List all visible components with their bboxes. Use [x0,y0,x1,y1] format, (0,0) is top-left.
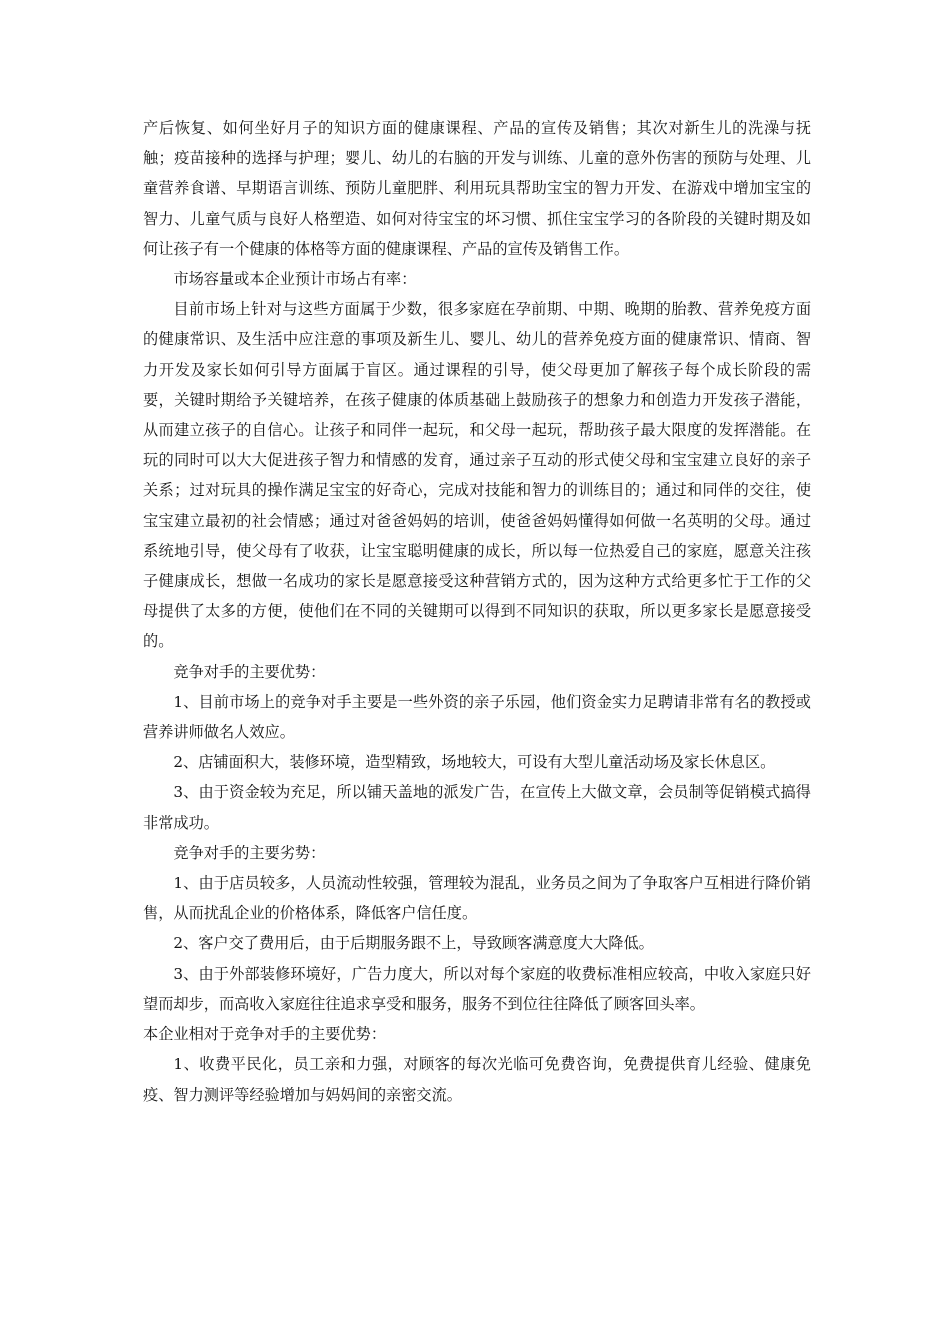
paragraph-13: 1、收费平民化，员工亲和力强，对顾客的每次光临可免费咨询，免费提供育儿经验、健康免疫、智力测评等经验增加与妈妈间的亲密交流。 [143,1055,811,1104]
paragraph-3: 目前市场上针对与这些方面属于少数，很多家庭在孕前期、中期、晚期的胎教、营养免疫方面的健康常识、及生活中应注意的事项及新生儿、婴儿、幼儿的营养免疫方面的健康常识、情商、智力开发及家长如何引导方面属于盲区。通过课程的引导，使父母更加了解孩子每个成长阶段的需要，关键时期给予关键培养，在孩子健康的体质基础上鼓励孩子的想象力和创造力开发孩子潜能，从而建立孩子的自信心。让孩子和同伴一起玩，和父母一起玩，帮助孩子最大限度的发挥潜能。在玩的同时可以大大促进孩子智力和情感的发育，通过亲子互动的形式使父母和宝宝建立良好的亲子关系；过对玩具的操作满足宝宝的好奇心，完成对技能和智力的训练目的；通过和同伴的交往，使宝宝建立最初的社会情感；通过对爸爸妈妈的培训，使爸爸妈妈懂得如何做一名英明的父母。通过系统地引导，使父母有了收获，让宝宝聪明健康的成长，所以每一位热爱自己的家庭，愿意关注孩子健康成长，想做一名成功的家长是愿意接受这种营销方式的，因为这种方式给更多忙于工作的父母提供了太多的方便，使他们在不同的关键期可以得到不同知识的获取，所以更多家长是愿意接受的。 [143,300,811,651]
paragraph-10: 2、客户交了费用后，由于后期服务跟不上，导致顾客满意度大大降低。 [173,934,654,953]
paragraph-9: 1、由于店员较多，人员流动性较强，管理较为混乱，业务员之间为了争取客户互相进行降价销售，从而扰乱企业的价格体系，降低客户信任度。 [143,874,811,923]
paragraph-8: 竞争对手的主要劣势： [173,843,326,862]
paragraph-6: 2、店铺面积大，装修环境，造型精致，场地较大，可设有大型儿童活动场及家长休息区。 [173,753,776,772]
paragraph-1: 产后恢复、如何坐好月子的知识方面的健康课程、产品的宣传及销售；其次对新生儿的洗澡与抚触；疫苗接种的选择与护理；婴儿、幼儿的右脑的开发与训练、儿童的意外伤害的预防与处理、儿童营养食谱、早期语言训练、预防儿童肥胖、利用玩具帮助宝宝的智力开发、在游戏中增加宝宝的智力、儿童气质与良好人格塑造、如何对待宝宝的坏习惯、抓住宝宝学习的各阶段的关键时期及如何让孩子有一个健康的体格等方面的健康课程、产品的宣传及销售工作。 [143,119,811,258]
paragraph-7: 3、由于资金较为充足，所以铺天盖地的派发广告，在宣传上大做文章，会员制等促销模式搞得非常成功。 [143,783,811,832]
paragraph-4: 竞争对手的主要优势： [173,662,326,681]
paragraph-5: 1、目前市场上的竞争对手主要是一些外资的亲子乐园，他们资金实力足聘请非常有名的教授或营养讲师做名人效应。 [143,692,811,742]
paragraph-11: 3、由于外部装修环境好，广告力度大，所以对每个家庭的收费标准相应较高，中收入家庭只好望而却步，而高收入家庭往往追求享受和服务，服务不到位往往降低了顾客回头率。 [143,964,811,1013]
paragraph-12: 本企业相对于竞争对手的主要优势： [143,1025,386,1044]
paragraph-2: 市场容量或本企业预计市场占有率： [173,270,417,289]
document-page [143,113,811,1110]
